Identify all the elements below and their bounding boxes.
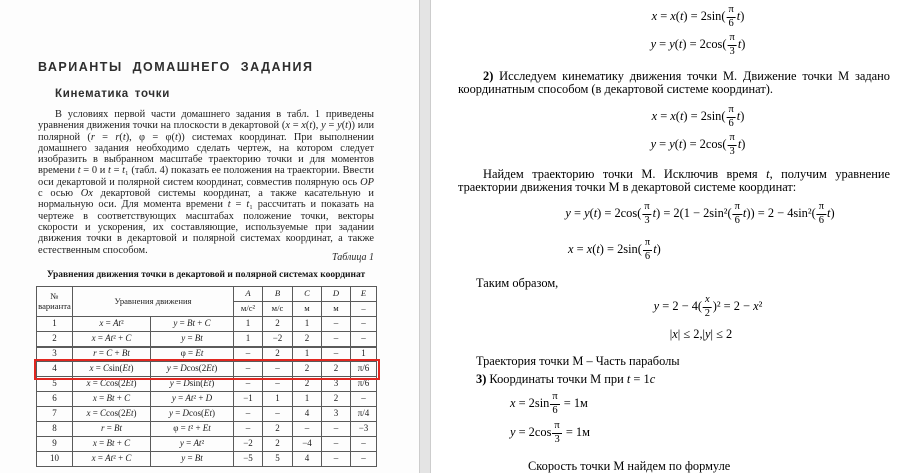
table-cell: π/6 <box>351 362 377 377</box>
table-cell: y = Bt <box>151 332 234 347</box>
table-cell: 1 <box>293 347 322 362</box>
table-cell: – <box>322 437 351 452</box>
table-cell: x = At² + C <box>73 452 151 467</box>
table-cell: 4 <box>293 452 322 467</box>
table-cell: 1 <box>293 392 322 407</box>
table-cell: −4 <box>293 437 322 452</box>
solution-content <box>431 0 906 473</box>
table-cell: −2 <box>234 437 263 452</box>
table-cell: −2 <box>263 332 293 347</box>
table-cell: −3 <box>351 422 377 437</box>
table-cell: y = At² + D <box>151 392 234 407</box>
table-cell: 1 <box>293 317 322 332</box>
equation-x-at-t1: x = 2sin $\frac{\pi}{6}$ = 1м <box>510 391 588 416</box>
unit-d: м <box>322 302 351 317</box>
table-cell: 1 <box>37 317 73 332</box>
table-cell: x = At² <box>73 317 151 332</box>
table-cell: 1 <box>351 347 377 362</box>
table-cell: – <box>234 407 263 422</box>
table-row <box>37 452 377 467</box>
paragraph-trajectory: Найдем траекторию точки М. Исключив время t, получим уравнение траектории движения точки М в декартовой системе координат: <box>458 167 890 194</box>
equation-parabola: y = 2 − 4( $\frac{x}{2}$ )² = 2 − x² <box>653 294 763 319</box>
table-cell: – <box>263 377 293 392</box>
text-thus: Таким образом, <box>476 276 559 290</box>
table-row <box>37 437 377 452</box>
fraction: $\frac{x}{2}$ <box>704 294 710 319</box>
fraction: $\frac{\pi}{6}$ <box>728 4 734 29</box>
equation-x-initial: x = x(t) = 2sin( $\frac{\pi}{6}$ t) <box>651 4 745 29</box>
col-header-variant: № варианта <box>37 287 73 317</box>
table-row <box>37 407 377 422</box>
table-cell: x = Ccos(2Et) <box>73 377 151 392</box>
table-cell: 2 <box>322 392 351 407</box>
table-cell: 3 <box>322 407 351 422</box>
table-cell: y = Bt <box>151 452 234 467</box>
table-cell: – <box>234 377 263 392</box>
table-cell: 10 <box>37 452 73 467</box>
fraction: $\frac{\pi}{3}$ <box>729 132 735 157</box>
table-cell: 5 <box>37 377 73 392</box>
table-cell: – <box>351 392 377 407</box>
col-header-d: D <box>322 287 351 302</box>
textbook-page[interactable] <box>0 0 419 473</box>
table-cell: 2 <box>263 422 293 437</box>
table-row <box>37 317 377 332</box>
unit-e: – <box>351 302 377 317</box>
table-cell: – <box>263 362 293 377</box>
table-cell: 2 <box>263 437 293 452</box>
equation-y-expanded: y = y(t) = 2cos( $\frac{\pi}{3}$ t) = 2(1 − 2sin²( $\frac{\pi}{6}$ t)) = 2 − 4sin²( $\frac{\pi}{6}$ t) <box>565 201 835 226</box>
fraction: $\frac{\pi}{6}$ <box>728 104 734 129</box>
fraction: $\frac{\pi}{3}$ <box>644 201 650 226</box>
table-note: Таблица 1 <box>332 252 374 263</box>
table-cell: x = At² + C <box>73 332 151 347</box>
equation-y-at-t1: y = 2cos $\frac{\pi}{3}$ = 1м <box>510 420 590 445</box>
unit-b: м/с <box>263 302 293 317</box>
table-row <box>37 347 377 362</box>
paragraph-step-2: 2) Исследуем кинематику движения точки М. Движение точки М задано координатным способом (в декартовой системе координат). <box>458 69 890 96</box>
table-cell: 4 <box>37 362 73 377</box>
table-row <box>37 422 377 437</box>
table-cell: 1 <box>234 317 263 332</box>
table-cell: 3 <box>37 347 73 362</box>
table-cell: 7 <box>37 407 73 422</box>
solution-page[interactable] <box>431 0 906 473</box>
table-cell: – <box>322 347 351 362</box>
table-cell: −5 <box>234 452 263 467</box>
fraction: $\frac{\pi}{6}$ <box>734 201 740 226</box>
table-cell: – <box>351 437 377 452</box>
fraction: $\frac{\pi}{6}$ <box>552 391 558 416</box>
page-title: ВАРИАНТЫ ДОМАШНЕГО ЗАДАНИЯ <box>38 60 314 74</box>
table-cell: −1 <box>234 392 263 407</box>
table-cell: x = Bt + C <box>73 437 151 452</box>
col-header-equations: Уравнения движения <box>73 287 234 317</box>
table-cell: π/6 <box>351 377 377 392</box>
col-header-b: B <box>263 287 293 302</box>
table-cell: r = C + Bt <box>73 347 151 362</box>
table-cell: 5 <box>263 452 293 467</box>
table-cell: φ = Et <box>151 347 234 362</box>
paragraph-velocity: Скорость точки М найдем по формуле <box>528 459 731 473</box>
table-cell: r = Bt <box>73 422 151 437</box>
equation-bounds: |x| ≤ 2,|y| ≤ 2 <box>669 327 733 341</box>
table-cell: x = Csin(Et) <box>73 362 151 377</box>
table-row <box>37 332 377 347</box>
fraction: $\frac{\pi}{6}$ <box>818 201 825 226</box>
paragraph-step-3: 3) Координаты точки М при t = 1с <box>476 372 656 386</box>
table-cell: – <box>322 332 351 347</box>
table-cell: 9 <box>37 437 73 452</box>
equations-table <box>36 286 377 467</box>
table-cell: – <box>234 422 263 437</box>
table-cell: 8 <box>37 422 73 437</box>
table-cell: 1 <box>234 332 263 347</box>
section-title: Кинематика точки <box>55 88 170 100</box>
text-trajectory-type: Траектория точки М – Часть параболы <box>476 354 680 368</box>
table-cell: y = At² <box>151 437 234 452</box>
table-cell: y = Dsin(Et) <box>151 377 234 392</box>
table-cell: φ = t² + Et <box>151 422 234 437</box>
table-row <box>37 392 377 407</box>
col-header-e: E <box>351 287 377 302</box>
equation-x-sub: x = x(t) = 2sin( $\frac{\pi}{6}$ t) <box>568 237 661 262</box>
table-cell: – <box>351 452 377 467</box>
table-cell: 2 <box>37 332 73 347</box>
table-cell: – <box>263 407 293 422</box>
table-cell: y = Dcos(Et) <box>151 407 234 422</box>
table-header-row <box>37 287 377 302</box>
table-cell: 2 <box>263 347 293 362</box>
table-cell: – <box>234 362 263 377</box>
col-header-c: C <box>293 287 322 302</box>
fraction: $\frac{\pi}{3}$ <box>729 32 735 57</box>
table-cell: 4 <box>293 407 322 422</box>
table-cell: – <box>351 332 377 347</box>
table-cell: 2 <box>263 317 293 332</box>
page-divider <box>419 0 431 473</box>
table-cell: x = Bt + C <box>73 392 151 407</box>
intro-paragraph: В условиях первой части домашнего задания в табл. 1 приведены уравнения движения точки на плоскости в декартовой (x = x(t), y = y(t)) или полярной (r = r(t), φ = φ(t)) системах координат. При выполнении домашнего задания необходимо сделать чертеж, на котором следует изобразить в выбранном масштабе траекторию точки и для моментов времени t = 0 и t = t₁ (табл. 4) показать ее положения на траектории. Ввести оси декартовой и полярной систем координат, совместив полярную ось OP с осью Ox декартовой системы координат, а также касательную и нормальную оси. Для момента времени t = t₁ рассчитать и показать на чертеже в соответствующих масштабах положение точки, векторы скорости и ускорения, их составляющие, используемые при задании движения точки в декартовой и полярной системах координат, а также естественным способом. <box>38 109 375 256</box>
table-cell: – <box>351 317 377 332</box>
equation-y-repeat: y = y(t) = 2cos( $\frac{\pi}{3}$ t) <box>650 132 746 157</box>
fraction: $\frac{\pi}{6}$ <box>644 237 651 262</box>
equations-table-body <box>37 317 377 467</box>
table-cell: π/4 <box>351 407 377 422</box>
table-cell: – <box>234 347 263 362</box>
unit-c: м <box>293 302 322 317</box>
equation-y-initial: y = y(t) = 2cos( $\frac{\pi}{3}$ t) <box>650 32 746 57</box>
table-cell: x = Ccos(2Et) <box>73 407 151 422</box>
col-header-a: A <box>234 287 263 302</box>
table-row <box>37 377 377 392</box>
table-cell: 6 <box>37 392 73 407</box>
table-cell: – <box>322 317 351 332</box>
table-cell: – <box>293 422 322 437</box>
table-cell: – <box>322 422 351 437</box>
equation-x-repeat: x = x(t) = 2sin( $\frac{\pi}{6}$ t) <box>651 104 745 129</box>
table-cell: y = Dcos(2Et) <box>151 362 234 377</box>
unit-a: м/с² <box>234 302 263 317</box>
table-cell: 2 <box>293 332 322 347</box>
table-cell: 2 <box>293 362 322 377</box>
fraction: $\frac{\pi}{3}$ <box>554 420 560 445</box>
table-cell: – <box>322 452 351 467</box>
table-row-highlighted <box>37 362 377 377</box>
table-cell: y = Bt + C <box>151 317 234 332</box>
table-cell: 1 <box>263 392 293 407</box>
table-cell: 2 <box>322 362 351 377</box>
table-cell: 3 <box>322 377 351 392</box>
table-title: Уравнения движения точки в декартовой и полярной системах координат <box>46 270 366 280</box>
table-cell: 2 <box>293 377 322 392</box>
